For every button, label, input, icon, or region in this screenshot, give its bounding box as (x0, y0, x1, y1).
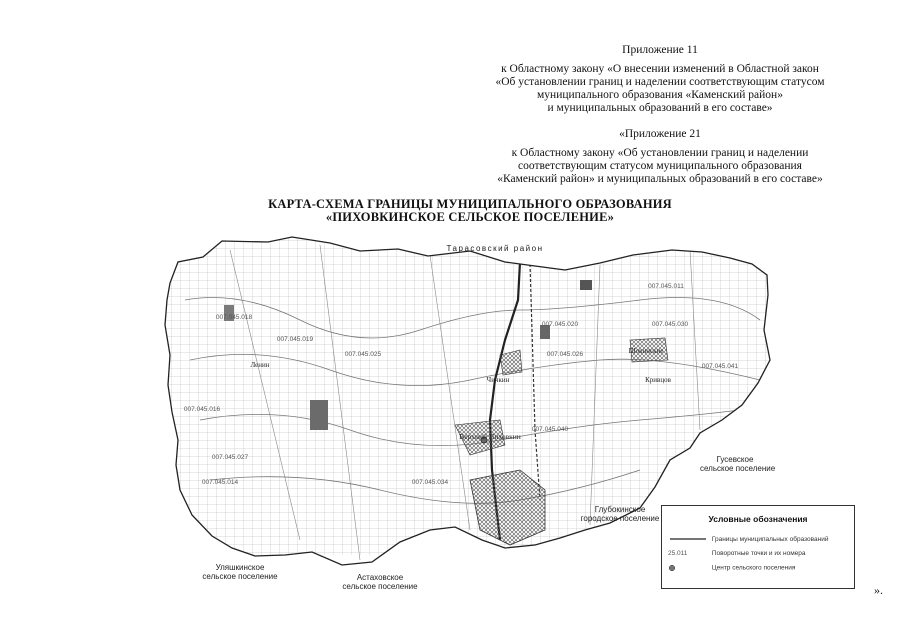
parcel-code-8: 007.045.041 (701, 363, 739, 370)
parcel-code-5: 007.045.025 (344, 351, 382, 358)
boundary-line-symbol (668, 536, 710, 542)
appendix-21-text: «Приложение 21 (619, 128, 701, 140)
settlement-label-3: Кривцов (645, 376, 671, 384)
settlement-label-4: Ленин (250, 361, 270, 369)
settlement-center-symbol (668, 564, 710, 572)
appendix-11-text: Приложение 11 (622, 44, 698, 56)
law-amend-line-1: к Областному закону «О внесении изменений в Областной закон (501, 63, 819, 75)
neighbor-ulyashkinskoe-label (195, 563, 285, 581)
neighbor-tarasovsky-label: Тарасовский район (446, 244, 544, 253)
ulyashkinskoe-line-1: Уляшкинское (215, 563, 265, 572)
map-title-line-2: «ПИХОВКИНСКОЕ СЕЛЬСКОЕ ПОСЕЛЕНИЕ» (325, 210, 615, 224)
legend-label-center: Центр сельского поселения (711, 564, 796, 572)
gusevskoe-line-1: Гусевское (716, 455, 754, 464)
parcel-code-3: 007.045.018 (215, 314, 253, 321)
parcel-code-7: 007.045.030 (651, 321, 689, 328)
legend-row-center (668, 564, 795, 572)
parcel-code-2: 007.045.011 (648, 283, 684, 290)
legend-title: Условные обозначения (708, 514, 808, 524)
closing-quote-mark: ». (874, 583, 883, 597)
parcel-code-13: 007.045.040 (531, 426, 569, 433)
legend-row-boundary (668, 536, 828, 543)
gusevskoe-line-2: сельское поселение (700, 464, 776, 473)
turning-point-symbol: 25.011 (668, 550, 688, 557)
parcel-code-11: 007.045.014 (201, 479, 239, 486)
parcel-code-9: 007.045.016 (183, 406, 221, 413)
parcel-code-12: 007.045.034 (411, 479, 449, 486)
parcel-code-1: 007.045.020 (541, 321, 579, 328)
glubokinskoe-line-2: городское поселение (580, 514, 660, 523)
glubokinskoe-line-1: Глубокинское (594, 505, 646, 514)
legend-label-boundary: Границы муниципальных образований (711, 536, 829, 543)
settlement-center-label: Верхний Пиховкин (459, 432, 521, 441)
law-amend-line-4: и муниципальных образований в его составе» (547, 102, 773, 114)
ulyashkinskoe-line-2: сельское поселение (202, 572, 278, 581)
settlement-label-1: Чичкин (486, 376, 510, 384)
law-amend-line-3: муниципального образования «Каменский район» (537, 89, 783, 101)
neighbor-astakhovskoe-label (335, 573, 425, 591)
law-orig-line-3: «Каменский район» и муниципальных образований в его составе» (497, 173, 823, 185)
astakhovskoe-line-1: Астаховское (356, 573, 404, 582)
parcel-code-6: 007.045.026 (546, 351, 584, 358)
neighbor-gusevskoe-label (700, 455, 776, 473)
law-amend-line-2: «Об установлении границ и наделении соответствующим статусом (495, 76, 825, 88)
legend-row-turning-points (668, 550, 806, 557)
neighbor-glubokinskoe-label (575, 505, 665, 523)
law-orig-line-2: соответствующим статусом муниципального образования (518, 160, 802, 172)
map-legend (661, 505, 855, 589)
legend-label-turning-points: Поворотные точки и их номера (711, 550, 806, 558)
parcel-code-4: 007.045.019 (276, 336, 314, 343)
astakhovskoe-line-2: сельское поселение (342, 582, 418, 591)
settlement-label-2: Шокинские (628, 347, 664, 355)
map-title-line-1: КАРТА-СХЕМА ГРАНИЦЫ МУНИЦИПАЛЬНОГО ОБРАЗОВАНИЯ (268, 197, 672, 211)
parcel-code-10: 007.045.027 (211, 454, 249, 461)
law-orig-line-1: к Областному закону «Об установлении границ и наделении (511, 147, 809, 159)
